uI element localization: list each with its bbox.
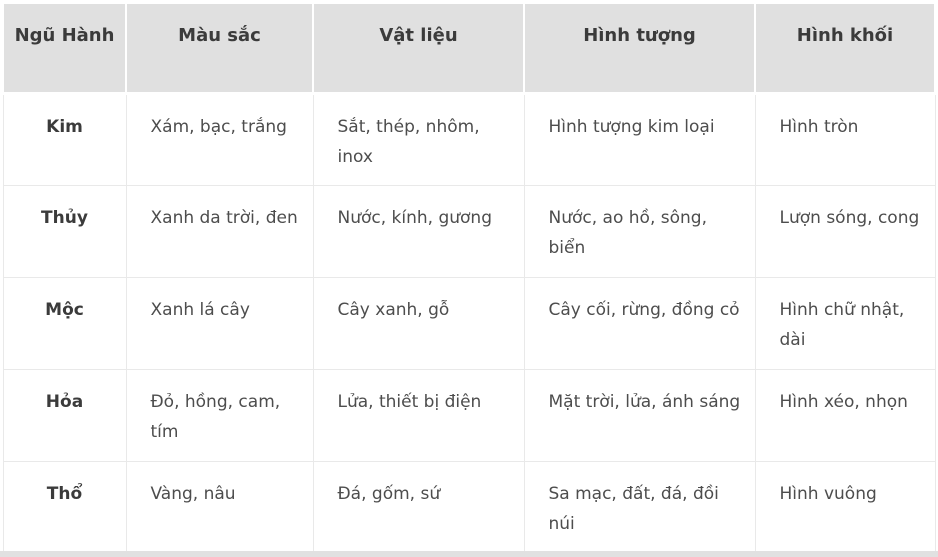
table-row-thuy <box>3 185 935 277</box>
header-row <box>3 3 935 93</box>
table-row-tho <box>3 461 935 553</box>
cell-hinh-tuong: Cây cối, rừng, đồng cỏ <box>524 277 755 369</box>
cell-mau-sac: Vàng, nâu <box>126 461 313 553</box>
cell-hinh-khoi: Hình tròn <box>755 93 935 185</box>
page-section-divider <box>0 551 938 557</box>
table-row-hoa <box>3 369 935 461</box>
cell-hinh-tuong: Hình tượng kim loại <box>524 93 755 185</box>
five-elements-table <box>2 2 936 554</box>
cell-element: Mộc <box>3 277 126 369</box>
cell-element: Thủy <box>3 185 126 277</box>
cell-vat-lieu: Lửa, thiết bị điện <box>313 369 524 461</box>
header-cell-vat-lieu: Vật liệu <box>313 3 524 93</box>
cell-hinh-khoi: Hình xéo, nhọn <box>755 369 935 461</box>
cell-mau-sac: Xanh lá cây <box>126 277 313 369</box>
cell-hinh-khoi: Hình vuông <box>755 461 935 553</box>
cell-vat-lieu: Đá, gốm, sứ <box>313 461 524 553</box>
cell-hinh-tuong: Nước, ao hồ, sông, biển <box>524 185 755 277</box>
header-cell-mau-sac: Màu sắc <box>126 3 313 93</box>
cell-hinh-tuong: Mặt trời, lửa, ánh sáng <box>524 369 755 461</box>
cell-vat-lieu: Nước, kính, gương <box>313 185 524 277</box>
cell-hinh-tuong: Sa mạc, đất, đá, đồi núi <box>524 461 755 553</box>
cell-element: Hỏa <box>3 369 126 461</box>
cell-mau-sac: Xanh da trời, đen <box>126 185 313 277</box>
table-row-moc <box>3 277 935 369</box>
header-cell-ngu-hanh: Ngũ Hành <box>3 3 126 93</box>
header-cell-hinh-khoi: Hình khối <box>755 3 935 93</box>
table-row-kim <box>3 93 935 185</box>
cell-vat-lieu: Cây xanh, gỗ <box>313 277 524 369</box>
cell-hinh-khoi: Hình chữ nhật, dài <box>755 277 935 369</box>
cell-mau-sac: Xám, bạc, trắng <box>126 93 313 185</box>
cell-element: Kim <box>3 93 126 185</box>
header-cell-hinh-tuong: Hình tượng <box>524 3 755 93</box>
cell-hinh-khoi: Lượn sóng, cong <box>755 185 935 277</box>
cell-mau-sac: Đỏ, hồng, cam, tím <box>126 369 313 461</box>
cell-element: Thổ <box>3 461 126 553</box>
cell-vat-lieu: Sắt, thép, nhôm, inox <box>313 93 524 185</box>
